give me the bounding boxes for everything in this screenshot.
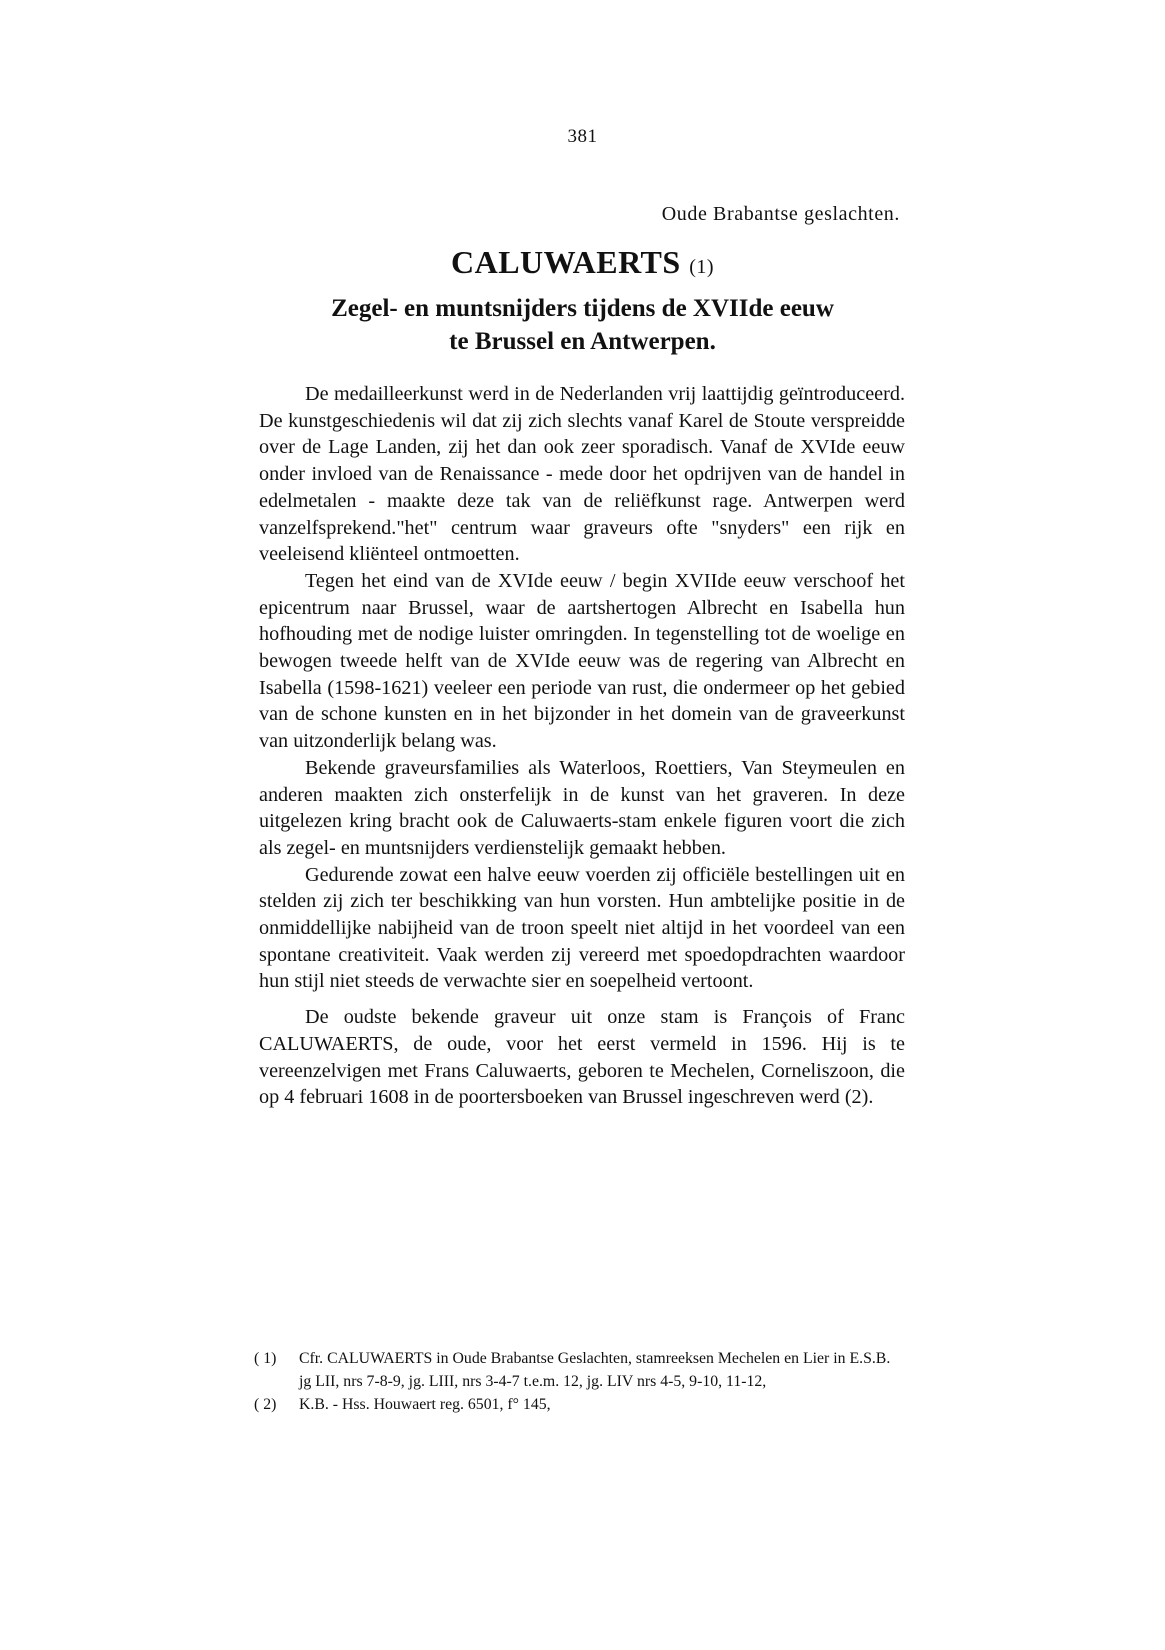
title-footnote-ref: (1)	[689, 256, 715, 278]
footnote	[254, 1347, 906, 1393]
subtitle-line: te Brussel en Antwerpen.	[449, 328, 716, 355]
paragraph: De medailleerkunst werd in de Nederlanden vrij laattijdig geïntroduceerd. De kunstgeschiedenis wil dat zij zich slechts vanaf Karel de Stoute verspreidde over de Lage Landen, zij het dan ook zeer sporadisch. Vanaf de XVIde eeuw onder invloed van de Renaissance - mede door het opdrijven van de handel in edelmetalen - maakte deze tak van de reliëfkunst rage. Antwerpen werd vanzelfsprekend."het" centrum waar graveurs ofte "snyders" een rijk en veeleisend kliënteel ontmoetten.	[259, 383, 905, 566]
article-subtitle	[0, 292, 1165, 358]
footnote-mark: ( 1)	[254, 1350, 277, 1367]
footnotes	[254, 1347, 906, 1416]
series-title: Oude Brabantse geslachten.	[661, 203, 900, 225]
paragraph: De oudste bekende graveur uit onze stam is François of Franc CALUWAERTS, de oude, voor het eerst vermeld in 1596. Hij is te vereenzelvigen met Frans Caluwaerts, geboren te Mechelen, Corneliszoon, die op 4 februari 1608 in de poortersboeken van Brussel ingeschreven werd (2).	[259, 1006, 905, 1109]
body-text	[259, 381, 905, 1111]
footnote	[254, 1393, 906, 1416]
footnote-text: Cfr. CALUWAERTS in Oude Brabantse Geslachten, stamreeksen Mechelen en Lier in E.S.B. jg LII, nrs 7-8-9, jg. LIII, nrs 3-4-7 t.e.m. 12, jg. LIV nrs 4-5, 9-10, 11-12,	[299, 1350, 891, 1390]
paragraph: Tegen het eind van de XVIde eeuw / begin XVIIde eeuw verschoof het epicentrum naar Brussel, waar de aartshertogen Albrecht en Isabella hun hofhouding met de nodige luister omringden. In tegenstelling tot de woelige en bewogen tweede helft van de XVIde eeuw was de regering van Albrecht en Isabella (1598-1621) veeleer een periode van rust, die ondermeer op het gebied van de schone kunsten en in het bijzonder in het domein van de graveerkunst van uitzonderlijk belang was.	[259, 569, 905, 753]
subtitle-line: Zegel- en muntsnijders tijdens de XVIIde eeuw	[331, 295, 834, 322]
paragraph: Bekende graveursfamilies als Waterloos, Roettiers, Van Steymeulen en anderen maakten zich onsterfelijk in de kunst van het graveren. In deze uitgelezen kring bracht ook de Caluwaerts-stam enkele figuren voort die zich als zegel- en muntsnijders verdienstelijk gemaakt hebben.	[259, 756, 905, 859]
footnote-mark: ( 2)	[254, 1396, 277, 1413]
title-text: CALUWAERTS	[450, 244, 681, 280]
footnote-text: K.B. - Hss. Houwaert reg. 6501, f° 145,	[299, 1396, 551, 1413]
article-title	[0, 244, 1165, 281]
page-number: 381	[567, 126, 598, 147]
paragraph: Gedurende zowat een halve eeuw voerden zij officiële bestellingen uit en stelden zij zich ter beschikking van hun vorsten. Hun ambtelijke positie in de onmiddellijke nabijheid van de troon speelt niet altijd in het voordeel van een spontane creativiteit. Vaak werden zij vereerd met spoedopdrachten waardoor hun stijl niet steeds de verwachte sier en soepelheid vertoont.	[259, 863, 905, 993]
